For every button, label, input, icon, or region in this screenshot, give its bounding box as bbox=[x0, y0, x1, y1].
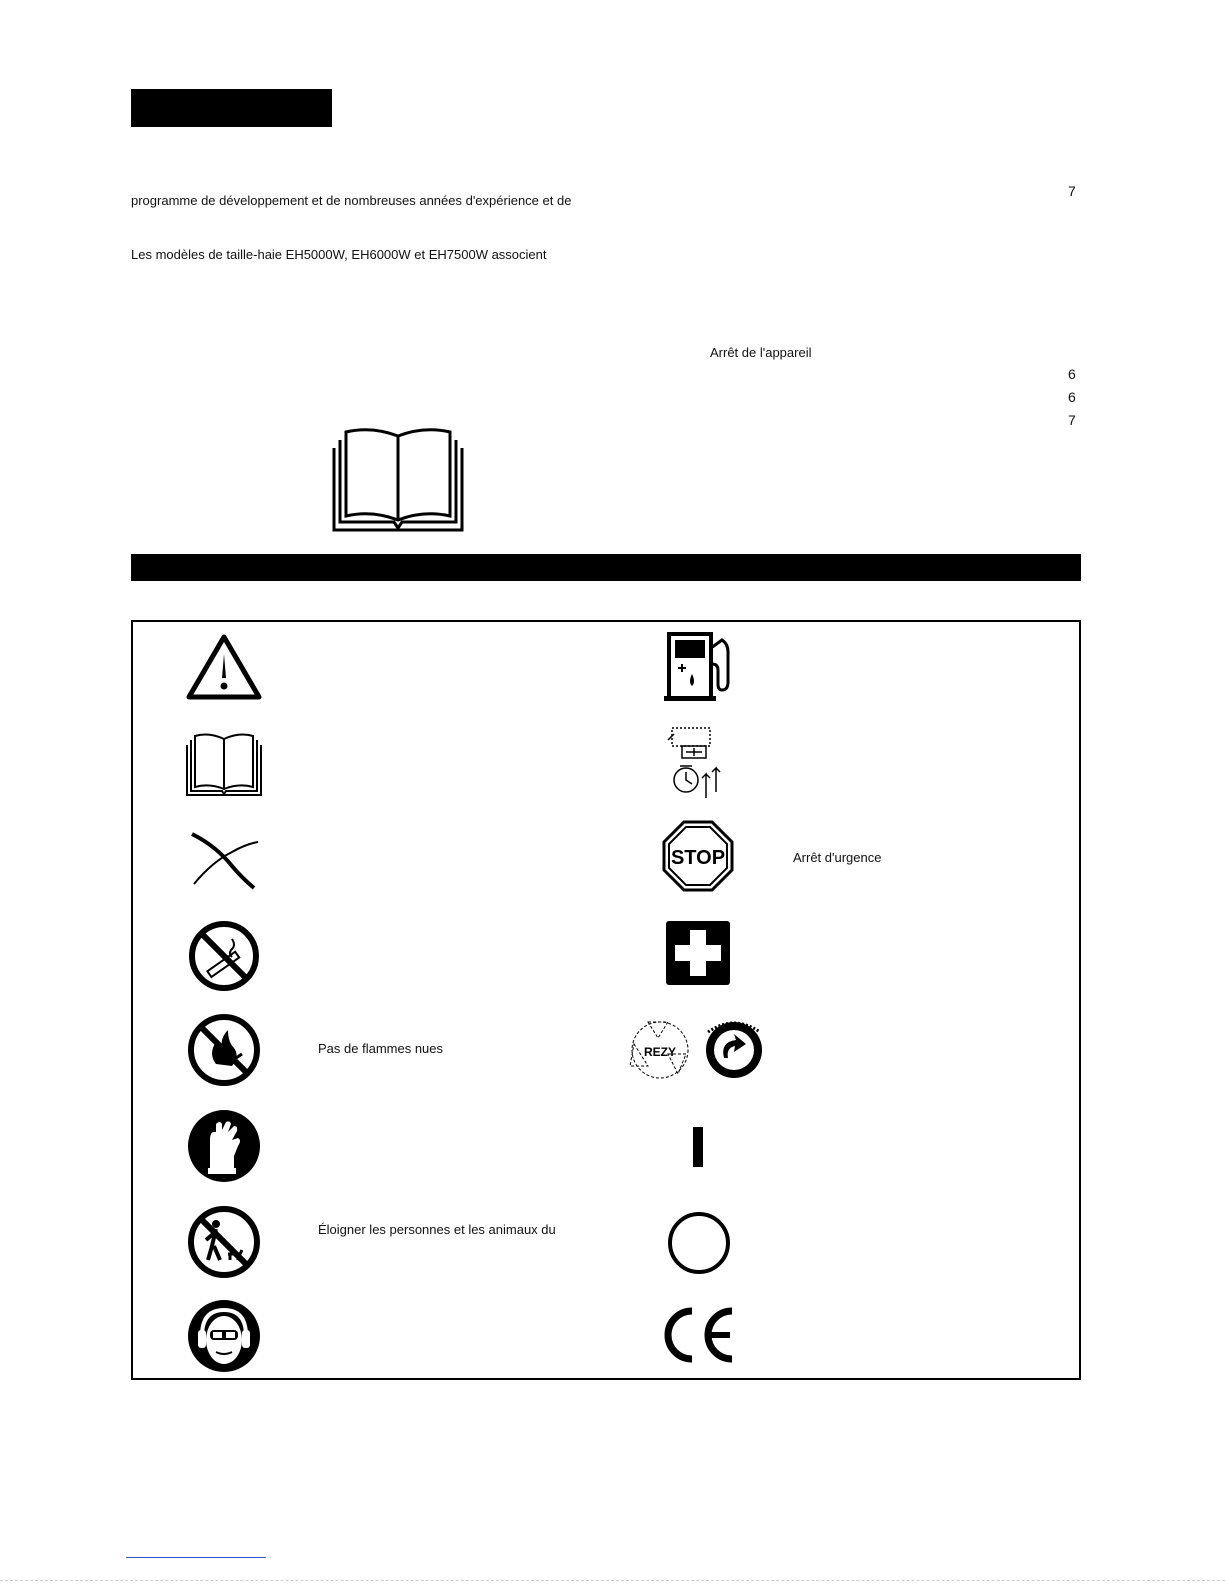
intro-line-2: Les modèles de taille-haie EH5000W, EH6000W et EH7500W associent bbox=[131, 247, 547, 262]
toc-page-number: 6 bbox=[1068, 366, 1076, 382]
emergency-stop-label: Arrêt d'urgence bbox=[793, 850, 882, 865]
wear-gloves-icon bbox=[186, 1110, 262, 1182]
no-smoking-icon bbox=[186, 921, 262, 991]
fuel-pump-icon bbox=[664, 630, 734, 702]
choke-starter-icon bbox=[666, 722, 732, 802]
wire-hazard-icon bbox=[186, 826, 262, 892]
ce-mark-icon bbox=[660, 1305, 740, 1365]
toc-page-number: 7 bbox=[1068, 412, 1076, 428]
intro-line-1: programme de développement et de nombreuses années d'expérience et de bbox=[131, 193, 572, 208]
stop-sign-text: STOP bbox=[670, 847, 726, 869]
on-switch-icon bbox=[693, 1127, 703, 1167]
svg-text:REZY: REZY bbox=[644, 1045, 677, 1059]
manual-book-icon bbox=[186, 731, 262, 797]
symbols-table bbox=[131, 620, 1081, 1380]
manual-book-icon bbox=[332, 422, 464, 532]
toc-page-number: 6 bbox=[1068, 389, 1076, 405]
no-flames-label: Pas de flammes nues bbox=[318, 1041, 444, 1056]
toc-page-number: 7 bbox=[1068, 183, 1076, 199]
first-aid-icon bbox=[665, 920, 731, 986]
recycling-icon bbox=[628, 1014, 770, 1080]
stop-sign-icon bbox=[662, 820, 734, 892]
no-open-flame-icon bbox=[186, 1014, 262, 1086]
keep-people-away-icon bbox=[186, 1206, 262, 1278]
warning-triangle-icon bbox=[186, 634, 262, 700]
toc-entry-label: Arrêt de l'appareil bbox=[710, 345, 812, 360]
section-title-bar bbox=[131, 554, 1081, 581]
keep-away-label: Éloigner les personnes et les animaux du bbox=[318, 1222, 556, 1237]
section-header-tab bbox=[131, 89, 332, 127]
off-switch-icon bbox=[666, 1210, 732, 1276]
wear-ear-eye-protection-icon bbox=[186, 1300, 262, 1372]
page-edge-dashes bbox=[0, 1580, 1225, 1581]
footer-rule bbox=[126, 1557, 266, 1558]
